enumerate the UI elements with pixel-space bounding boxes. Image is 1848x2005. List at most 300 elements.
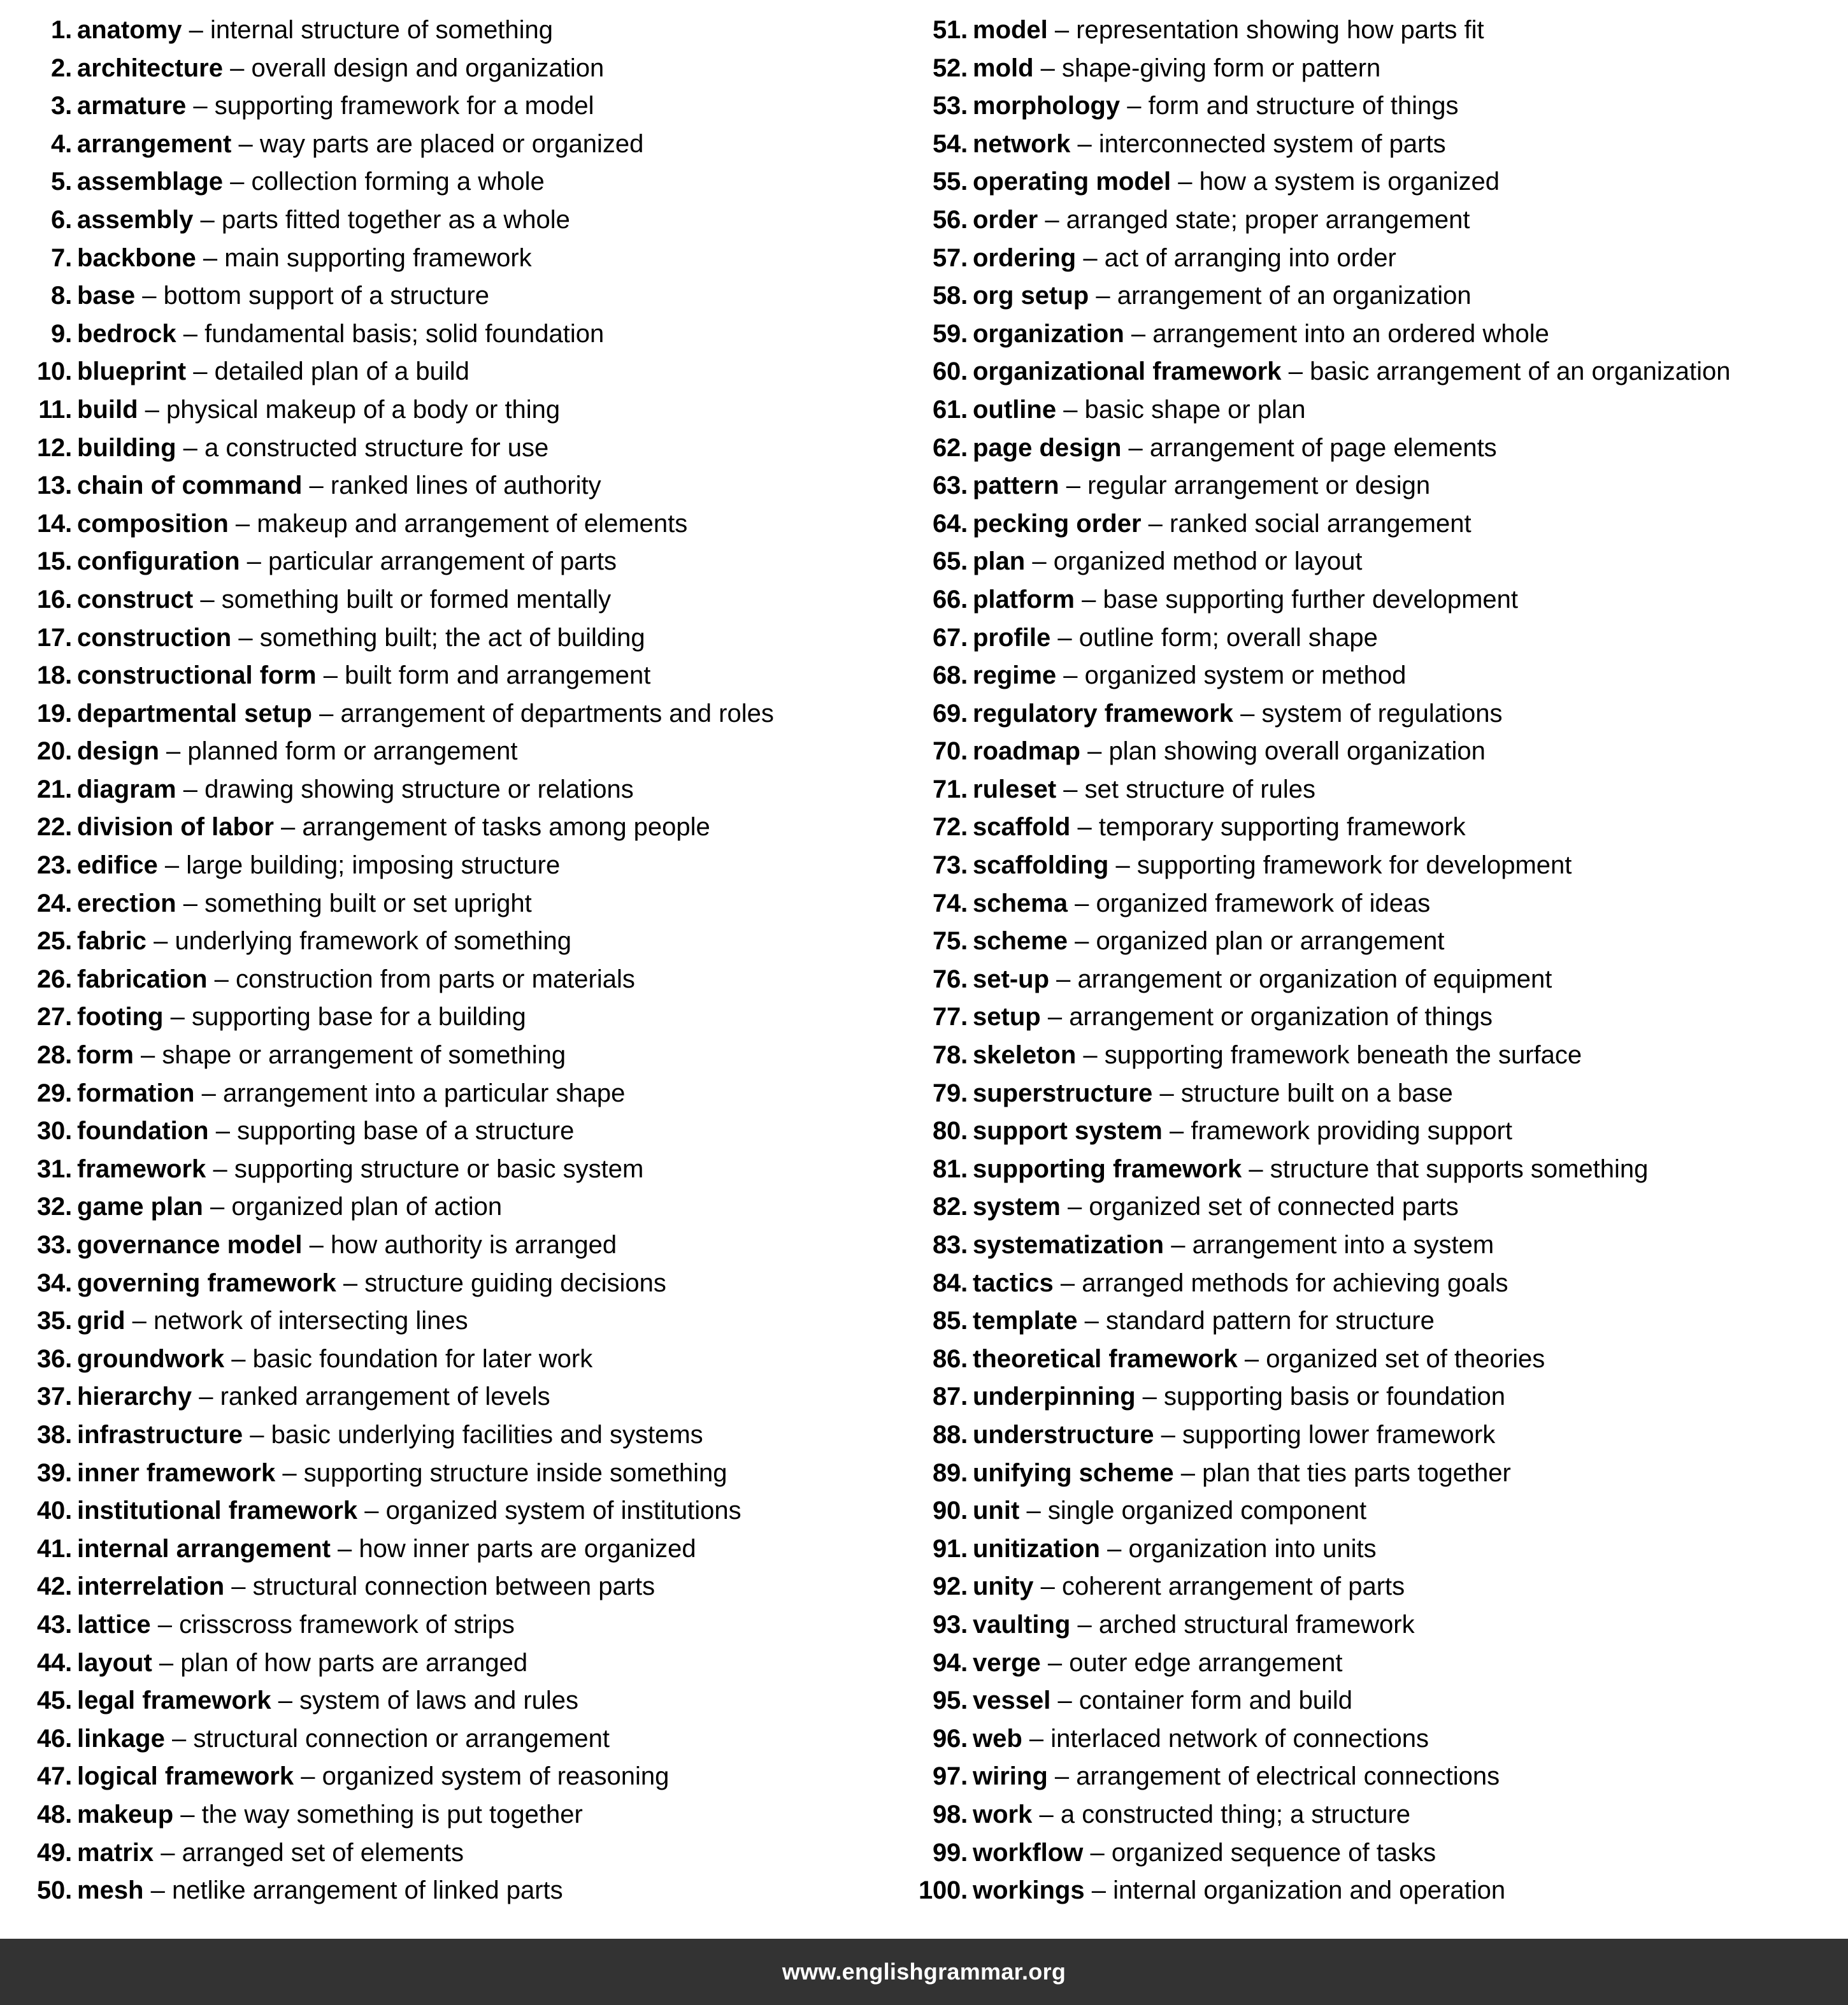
list-item-body <box>973 1758 1500 1796</box>
list-item-number: 76. <box>932 965 968 993</box>
list-item <box>14 201 892 240</box>
list-item <box>14 998 892 1037</box>
list-item-body <box>77 1416 703 1455</box>
list-item-number: 55. <box>932 168 968 196</box>
list-item-separator: – <box>193 92 208 120</box>
list-item-body <box>973 1568 1405 1606</box>
list-item-number: 36. <box>36 1344 72 1373</box>
list-item-separator: – <box>282 1458 297 1487</box>
list-item-definition: structure that supports something <box>1270 1154 1649 1183</box>
list-item-body <box>77 505 687 543</box>
list-item-definition: interlaced network of connections <box>1050 1724 1429 1753</box>
list-item <box>14 1075 892 1113</box>
list-item-body <box>973 1037 1582 1075</box>
list-item-number: 45. <box>36 1686 72 1715</box>
list-item-separator: – <box>183 889 197 917</box>
list-item-term: scaffolding <box>973 851 1109 880</box>
list-item-definition: shape-giving form or pattern <box>1062 54 1381 82</box>
list-item-separator: – <box>1240 699 1255 728</box>
list-item-separator: – <box>1128 433 1143 462</box>
list-item-separator: – <box>1047 1648 1063 1677</box>
list-item-term: scheme <box>973 927 1068 956</box>
list-item <box>910 1302 1848 1340</box>
list-item <box>14 1037 892 1075</box>
list-item-number: 11. <box>38 395 72 424</box>
list-item <box>14 1188 892 1226</box>
list-item-number: 85. <box>932 1307 968 1335</box>
list-item-separator: – <box>199 1383 213 1411</box>
list-item-body <box>973 1872 1505 1910</box>
list-item-number: 65. <box>932 547 968 576</box>
list-item-separator: – <box>343 1268 358 1297</box>
list-item-term: anatomy <box>77 16 182 44</box>
list-item <box>910 1151 1848 1189</box>
list-item-term: foundation <box>77 1117 209 1146</box>
list-item-term: departmental setup <box>77 699 312 728</box>
list-item-number: 94. <box>932 1648 968 1677</box>
list-item-term: hierarchy <box>77 1383 192 1411</box>
list-item-body <box>77 467 601 505</box>
list-item <box>910 201 1848 240</box>
list-item-separator: – <box>1244 1344 1259 1373</box>
list-item-term: vessel <box>973 1686 1051 1715</box>
list-item-definition: set structure of rules <box>1084 775 1316 803</box>
list-item-separator: – <box>1171 1231 1185 1259</box>
list-item <box>910 1568 1848 1606</box>
left-column-list <box>0 11 892 1939</box>
list-item-number: 62. <box>932 433 968 462</box>
list-item-number: 90. <box>932 1497 968 1525</box>
list-item-number: 25. <box>36 927 72 956</box>
list-item-body <box>77 1265 666 1303</box>
list-item-number: 96. <box>932 1724 968 1753</box>
site-footer <box>0 1939 1848 2005</box>
list-item <box>14 961 892 999</box>
list-item-body <box>77 1340 592 1379</box>
list-item-definition: something built; the act of building <box>259 623 645 652</box>
list-item-separator: – <box>1066 471 1080 500</box>
list-item <box>910 1834 1848 1872</box>
list-item-term: web <box>973 1724 1022 1753</box>
list-item <box>910 1075 1848 1113</box>
list-item <box>910 1378 1848 1416</box>
list-item-term: groundwork <box>77 1344 225 1373</box>
list-item <box>14 1265 892 1303</box>
list-item-term: work <box>973 1800 1033 1829</box>
list-item <box>14 1530 892 1569</box>
list-item <box>910 1340 1848 1379</box>
list-item-separator: – <box>278 1686 292 1715</box>
list-item-separator: – <box>1029 1724 1044 1753</box>
list-item-number: 56. <box>932 205 968 234</box>
list-item-definition: organized set of theories <box>1266 1344 1545 1373</box>
list-item-number: 3. <box>51 92 72 120</box>
list-item <box>910 808 1848 847</box>
list-item-separator: – <box>1060 1268 1075 1297</box>
list-item <box>14 771 892 809</box>
list-item-body <box>77 847 560 885</box>
list-item-term: wiring <box>973 1762 1048 1791</box>
list-item-number: 7. <box>51 243 72 272</box>
list-item-body <box>77 1872 563 1910</box>
list-item-term: governance model <box>77 1231 303 1259</box>
list-item-term: system <box>973 1193 1061 1221</box>
list-item-number: 32. <box>36 1193 72 1221</box>
list-item-term: organization <box>973 319 1124 348</box>
list-item-definition: something built or formed mentally <box>221 585 612 614</box>
list-item <box>910 1796 1848 1834</box>
list-item-term: layout <box>77 1648 152 1677</box>
list-item-number: 34. <box>36 1268 72 1297</box>
list-item-definition: arrangement of page elements <box>1149 433 1497 462</box>
list-item <box>910 1416 1848 1455</box>
list-item-number: 57. <box>932 243 968 272</box>
list-item-number: 15. <box>36 547 72 576</box>
list-item-separator: – <box>1068 1193 1082 1221</box>
list-item-body <box>973 847 1572 885</box>
list-item-term: configuration <box>77 547 240 576</box>
list-item-term: unit <box>973 1497 1020 1525</box>
list-item-body <box>973 429 1497 468</box>
list-item-separator: – <box>1063 661 1078 690</box>
list-item-definition: netlike arrangement of linked parts <box>172 1876 563 1905</box>
list-item-term: composition <box>77 509 229 538</box>
list-item <box>910 87 1848 126</box>
list-item-separator: – <box>1131 319 1146 348</box>
list-item-body <box>77 201 570 240</box>
list-item-separator: – <box>1142 1383 1157 1411</box>
list-item-definition: arrangement of departments and roles <box>340 699 774 728</box>
list-item-definition: supporting framework beneath the surface <box>1104 1041 1582 1070</box>
list-item-term: regime <box>973 661 1057 690</box>
list-item-separator: – <box>1047 1003 1063 1031</box>
list-item-body <box>77 87 594 126</box>
list-item-term: makeup <box>77 1800 174 1829</box>
list-item-definition: container form and build <box>1078 1686 1352 1715</box>
list-item-body <box>973 11 1484 50</box>
list-item-separator: – <box>238 623 253 652</box>
list-item-separator: – <box>215 1117 230 1146</box>
list-item-definition: network of intersecting lines <box>154 1307 468 1335</box>
list-item-term: outline <box>973 395 1057 424</box>
list-item-definition: built form and arrangement <box>345 661 651 690</box>
list-item-body <box>973 391 1306 429</box>
list-item-body <box>77 1606 515 1644</box>
list-item-definition: representation showing how parts fit <box>1076 16 1484 44</box>
list-item-definition: arranged methods for achieving goals <box>1082 1268 1508 1297</box>
list-item-definition: organized sequence of tasks <box>1111 1838 1436 1867</box>
list-item-separator: – <box>1075 927 1089 956</box>
list-item-term: bedrock <box>77 319 176 348</box>
list-item-body <box>973 467 1430 505</box>
list-item-body <box>77 1796 583 1834</box>
list-item-definition: organization into units <box>1128 1534 1377 1563</box>
list-item-number: 70. <box>932 737 968 766</box>
list-item-number: 99. <box>932 1838 968 1867</box>
list-item-number: 64. <box>932 509 968 538</box>
list-item-term: vaulting <box>973 1610 1071 1639</box>
list-item-separator: – <box>231 1344 246 1373</box>
list-item-term: arrangement <box>77 129 232 158</box>
list-item-separator: – <box>150 1876 165 1905</box>
list-item <box>14 87 892 126</box>
list-item-term: unifying scheme <box>973 1458 1174 1487</box>
list-item <box>14 619 892 658</box>
list-item-term: build <box>77 395 138 424</box>
list-item-separator: – <box>1032 547 1047 576</box>
list-item-body <box>77 998 526 1037</box>
list-item-separator: – <box>1063 395 1078 424</box>
list-item-term: game plan <box>77 1193 203 1221</box>
list-item-term: infrastructure <box>77 1420 243 1449</box>
list-item-number: 95. <box>932 1686 968 1715</box>
list-item <box>14 657 892 695</box>
list-item-number: 73. <box>932 851 968 880</box>
list-item-term: operating model <box>973 168 1171 196</box>
list-item-body <box>973 923 1445 961</box>
list-item-separator: – <box>1026 1497 1041 1525</box>
list-item <box>910 505 1848 543</box>
list-item-number: 39. <box>36 1458 72 1487</box>
list-item <box>910 1720 1848 1758</box>
list-item-number: 26. <box>36 965 72 993</box>
list-item <box>910 771 1848 809</box>
list-item-body <box>77 391 560 429</box>
list-item-body <box>973 1151 1648 1189</box>
list-item <box>910 1265 1848 1303</box>
list-item-number: 43. <box>36 1610 72 1639</box>
list-item-body <box>77 315 604 354</box>
list-item-body <box>973 1265 1508 1303</box>
list-item-separator: – <box>301 1762 315 1791</box>
list-item <box>14 1758 892 1796</box>
list-item-definition: arrangement or organization of equipment <box>1077 965 1552 993</box>
list-item-separator: – <box>157 1610 172 1639</box>
list-item-separator: – <box>1107 1534 1122 1563</box>
list-item-definition: structural connection between parts <box>252 1572 655 1601</box>
list-item-definition: form and structure of things <box>1148 92 1459 120</box>
list-item-separator: – <box>309 471 324 500</box>
list-item-term: underpinning <box>973 1383 1136 1411</box>
list-item-definition: base supporting further development <box>1103 585 1519 614</box>
list-item <box>14 391 892 429</box>
list-item <box>910 1492 1848 1530</box>
list-item-term: superstructure <box>973 1079 1153 1107</box>
list-item-number: 52. <box>932 54 968 82</box>
list-item-term: systematization <box>973 1231 1164 1259</box>
list-item-term: fabrication <box>77 965 208 993</box>
list-item-number: 13. <box>36 471 72 500</box>
list-item-body <box>77 1188 502 1226</box>
list-item-number: 92. <box>932 1572 968 1601</box>
list-item-number: 42. <box>36 1572 72 1601</box>
list-item-number: 83. <box>932 1231 968 1259</box>
list-item-definition: drawing showing structure or relations <box>204 775 634 803</box>
list-item-definition: outer edge arrangement <box>1069 1648 1343 1677</box>
list-item-number: 50. <box>36 1876 72 1905</box>
list-item-body <box>77 695 774 733</box>
list-item-definition: framework providing support <box>1191 1117 1513 1146</box>
list-item-term: linkage <box>77 1724 165 1753</box>
list-item-term: chain of command <box>77 471 303 500</box>
list-item-separator: – <box>1249 1154 1263 1183</box>
list-item-number: 5. <box>51 168 72 196</box>
list-item-number: 74. <box>932 889 968 917</box>
list-item-separator: – <box>183 433 197 462</box>
list-item-term: architecture <box>77 54 223 82</box>
list-item-definition: ranked social arrangement <box>1170 509 1472 538</box>
list-item-number: 84. <box>932 1268 968 1297</box>
list-item <box>14 847 892 885</box>
list-item-body <box>77 771 634 809</box>
list-item-body <box>973 1720 1429 1758</box>
list-item <box>910 126 1848 164</box>
list-item-body <box>77 429 548 468</box>
list-item-body <box>77 1226 617 1265</box>
list-item-definition: standard pattern for structure <box>1106 1307 1435 1335</box>
list-item-term: mold <box>973 54 1034 82</box>
list-item-body <box>77 1644 527 1683</box>
list-item-body <box>77 543 617 581</box>
list-item-number: 53. <box>932 92 968 120</box>
list-item <box>910 1530 1848 1569</box>
list-item-separator: – <box>183 775 197 803</box>
list-item <box>910 657 1848 695</box>
list-item-body <box>77 1834 464 1872</box>
list-item-number: 19. <box>36 699 72 728</box>
list-item-number: 87. <box>932 1383 968 1411</box>
list-item-body <box>77 353 469 391</box>
list-item-term: legal framework <box>77 1686 271 1715</box>
list-item-definition: collection forming a whole <box>251 168 545 196</box>
list-item-body <box>77 1758 669 1796</box>
list-item-separator: – <box>231 1572 246 1601</box>
list-item-separator: – <box>161 1838 175 1867</box>
list-item <box>14 1644 892 1683</box>
list-item-body <box>77 885 532 923</box>
list-item-term: interrelation <box>77 1572 225 1601</box>
list-item-number: 22. <box>36 813 72 842</box>
list-item-term: org setup <box>973 282 1089 310</box>
list-item-body <box>973 353 1730 391</box>
list-item-term: fabric <box>77 927 147 956</box>
list-item <box>14 923 892 961</box>
list-item-separator: – <box>1159 1079 1174 1107</box>
list-item-body <box>77 11 553 50</box>
list-item-number: 41. <box>36 1534 72 1563</box>
list-item-definition: shape or arrangement of something <box>162 1041 566 1070</box>
list-item-definition: parts fitted together as a whole <box>221 205 570 234</box>
list-item-term: workflow <box>973 1838 1084 1867</box>
list-item <box>910 1644 1848 1683</box>
list-item-separator: – <box>1115 851 1130 880</box>
list-item-definition: the way something is put together <box>201 1800 583 1829</box>
list-item-number: 21. <box>36 775 72 803</box>
list-item-definition: overall design and organization <box>251 54 605 82</box>
list-item-definition: temporary supporting framework <box>1098 813 1466 842</box>
right-column-list <box>892 11 1848 1939</box>
list-item-number: 91. <box>932 1534 968 1563</box>
list-item-separator: – <box>1180 1458 1195 1487</box>
list-item-separator: – <box>1077 1610 1092 1639</box>
list-item-definition: basic foundation for later work <box>252 1344 593 1373</box>
list-item-body <box>77 50 604 88</box>
list-item-separator: – <box>1090 1838 1105 1867</box>
list-item-term: footing <box>77 1003 164 1031</box>
list-item <box>14 543 892 581</box>
list-item-number: 81. <box>932 1154 968 1183</box>
list-item-separator: – <box>203 243 218 272</box>
list-item-separator: – <box>230 54 245 82</box>
list-item <box>14 1568 892 1606</box>
list-item-definition: planned form or arrangement <box>187 737 518 766</box>
list-item-number: 31. <box>36 1154 72 1183</box>
list-item-number: 60. <box>932 357 968 386</box>
list-item-term: setup <box>973 1003 1041 1031</box>
list-item-definition: organized framework of ideas <box>1096 889 1431 917</box>
list-item-definition: supporting basis or foundation <box>1164 1383 1505 1411</box>
list-item-body <box>77 1302 468 1340</box>
list-item-term: unity <box>973 1572 1034 1601</box>
list-item <box>910 1112 1848 1151</box>
list-item-separator: – <box>141 1041 155 1070</box>
list-item-term: supporting framework <box>973 1154 1242 1183</box>
list-item-term: platform <box>973 585 1075 614</box>
list-item-body <box>973 657 1406 695</box>
list-item-number: 80. <box>932 1117 968 1146</box>
list-item-term: construction <box>77 623 232 652</box>
list-item-term: roadmap <box>973 737 1080 766</box>
list-item-number: 61. <box>932 395 968 424</box>
list-item-separator: – <box>1096 282 1110 310</box>
list-item-body <box>77 923 571 961</box>
list-item-body <box>77 1568 655 1606</box>
list-item-body <box>973 1112 1512 1151</box>
list-item <box>14 50 892 88</box>
list-item-definition: organized plan of action <box>231 1193 503 1221</box>
list-item <box>910 391 1848 429</box>
list-item-body <box>77 1455 727 1493</box>
list-item-body <box>973 1492 1366 1530</box>
list-item-term: construct <box>77 585 194 614</box>
list-item-separator: – <box>1127 92 1142 120</box>
list-item-number: 48. <box>36 1800 72 1829</box>
list-item-number: 69. <box>932 699 968 728</box>
list-item-separator: – <box>214 965 229 993</box>
list-item-number: 2. <box>51 54 72 82</box>
list-item-definition: supporting base of a structure <box>237 1117 575 1146</box>
list-item-body <box>973 1340 1545 1379</box>
list-item-body <box>973 1530 1377 1569</box>
list-item-separator: – <box>235 509 250 538</box>
list-item-separator: – <box>193 357 208 386</box>
list-item <box>910 1872 1848 1910</box>
list-item-term: unitization <box>973 1534 1100 1563</box>
list-item-term: assemblage <box>77 168 224 196</box>
list-item-definition: physical makeup of a body or thing <box>166 395 561 424</box>
list-item-definition: basic arrangement of an organization <box>1310 357 1731 386</box>
list-item-body <box>77 1378 550 1416</box>
list-item-number: 33. <box>36 1231 72 1259</box>
list-item-body <box>973 315 1549 354</box>
list-item-separator: – <box>189 16 203 44</box>
list-item-term: page design <box>973 433 1122 462</box>
list-item-separator: – <box>1091 1876 1106 1905</box>
list-item-number: 46. <box>36 1724 72 1753</box>
list-item-definition: a constructed thing; a structure <box>1060 1800 1411 1829</box>
list-item <box>910 581 1848 619</box>
list-item-number: 12. <box>36 433 72 462</box>
